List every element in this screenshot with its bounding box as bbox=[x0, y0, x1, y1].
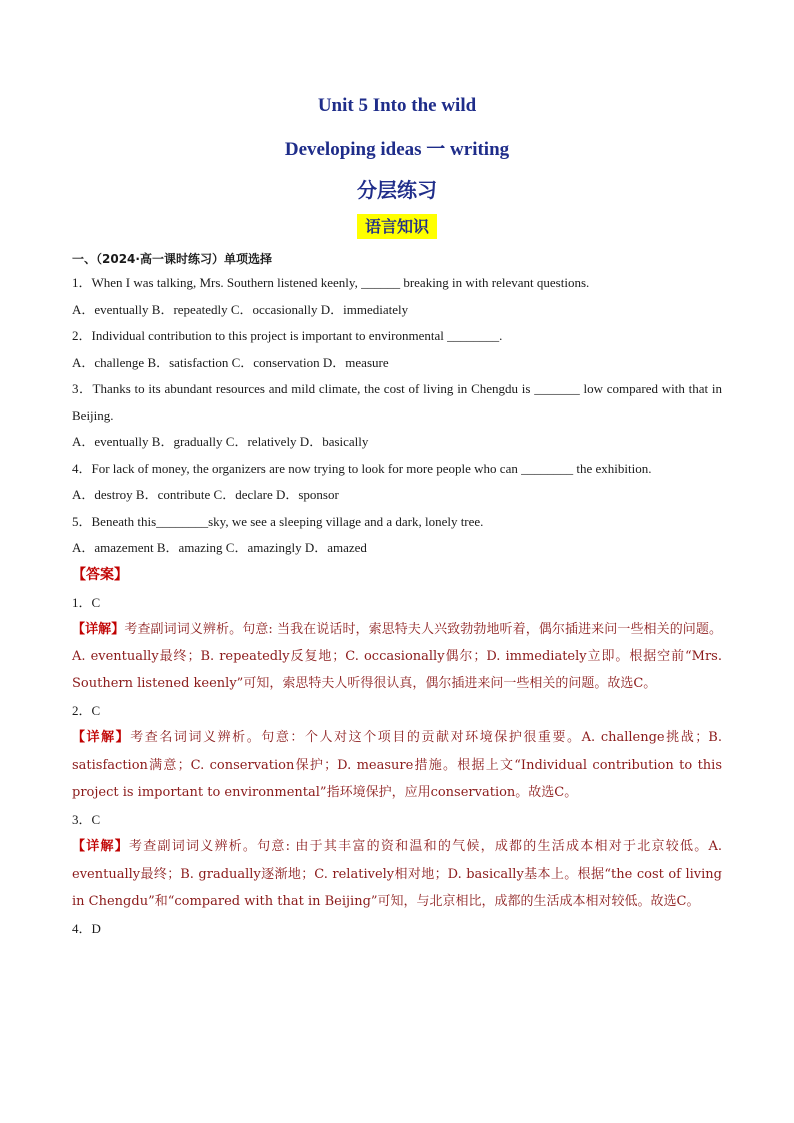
answer-label: 【答案】 bbox=[72, 566, 128, 583]
answer-key: 2．C bbox=[72, 703, 101, 719]
answer-detail bbox=[72, 616, 722, 698]
answer-detail bbox=[72, 833, 722, 915]
question-list bbox=[72, 270, 722, 562]
answer-key: 4．D bbox=[72, 921, 101, 937]
detail-text: 考查副词词义辨析。句意: 当我在说话时，索思特夫人兴致勃勃地听着，偶尔插进来问一些相关的问题。A. eventually最终；B. repeatedly反复地；C. occasionally偶尔；D. immediately立即。根据空前“Mrs. Southern listened keenly”可知，索思特夫人听得很认真，偶尔插进来问一些相关的问题。故选C。 bbox=[72, 621, 722, 692]
question-options: A．destroy B．contribute C．declare D．sponsor bbox=[72, 487, 339, 502]
answer-detail bbox=[72, 724, 722, 806]
question-options: A．amazement B．amazing C．amazingly D．amazed bbox=[72, 540, 367, 555]
question-stem: 4．For lack of money, the organizers are now trying to look for more people who can ________ the exhibition. bbox=[72, 460, 652, 476]
question-stem: 1．When I was talking, Mrs. Southern listened keenly, ______ breaking in with relevant questions. bbox=[72, 275, 590, 290]
question-options: A．eventually B．gradually C．relatively D．basically bbox=[72, 434, 369, 449]
detail-text: 考查名词词义辨析。句意：个人对这个项目的贡献对环境保护很重要。A. challenge挑战；B. satisfaction满意；C. conservation保护；D. measure措施。根据上文“Individual contribution to this project is important to environmental”指环境保护，应用conservation。故选C。 bbox=[72, 730, 722, 800]
question-stem: 3．Thanks to its abundant resources and mild climate, the cost of living in Chengdu is _______ low compared with that in Beijing. bbox=[72, 381, 722, 423]
question-stem: 5．Beneath this________sky, we see a sleeping village and a dark, lonely tree. bbox=[72, 513, 484, 529]
section-badge: 语言知识 bbox=[357, 214, 437, 239]
detail-label: 【详解】 bbox=[72, 839, 129, 855]
detail-text: 考查副词词义辨析。句意: 由于其丰富的资和温和的气候，成都的生活成本相对于北京较低。A. eventually最终；B. gradually逐渐地；C. relatively相对地；D. basically基本上。根据“the cost of living in Chengdu”和“compared with that in Beijing”可知，与北京相比，成都的生活成本相对较低。故选C。 bbox=[72, 839, 722, 909]
lesson-subtitle: Developing ideas 一 writing bbox=[284, 139, 510, 160]
question-stem: 2．Individual contribution to this project is important to environmental ________. bbox=[72, 328, 503, 343]
answer-key: 3．C bbox=[72, 812, 101, 828]
answer-key: 1．C bbox=[72, 594, 101, 610]
unit-title: Unit 5 Into the wild bbox=[317, 95, 477, 116]
detail-label: 【详解】 bbox=[72, 730, 131, 746]
content-body bbox=[72, 248, 722, 942]
question-options: A．challenge B．satisfaction C．conservation D．measure bbox=[72, 354, 389, 370]
section-heading: 一、（2024·高一课时练习）单项选择 bbox=[72, 252, 272, 266]
question-options: A．eventually B．repeatedly C．occasionally D．immediately bbox=[72, 301, 409, 317]
detail-label: 【详解】 bbox=[72, 621, 125, 637]
exercise-heading: 分层练习 bbox=[357, 178, 437, 202]
answer-list bbox=[72, 589, 722, 943]
